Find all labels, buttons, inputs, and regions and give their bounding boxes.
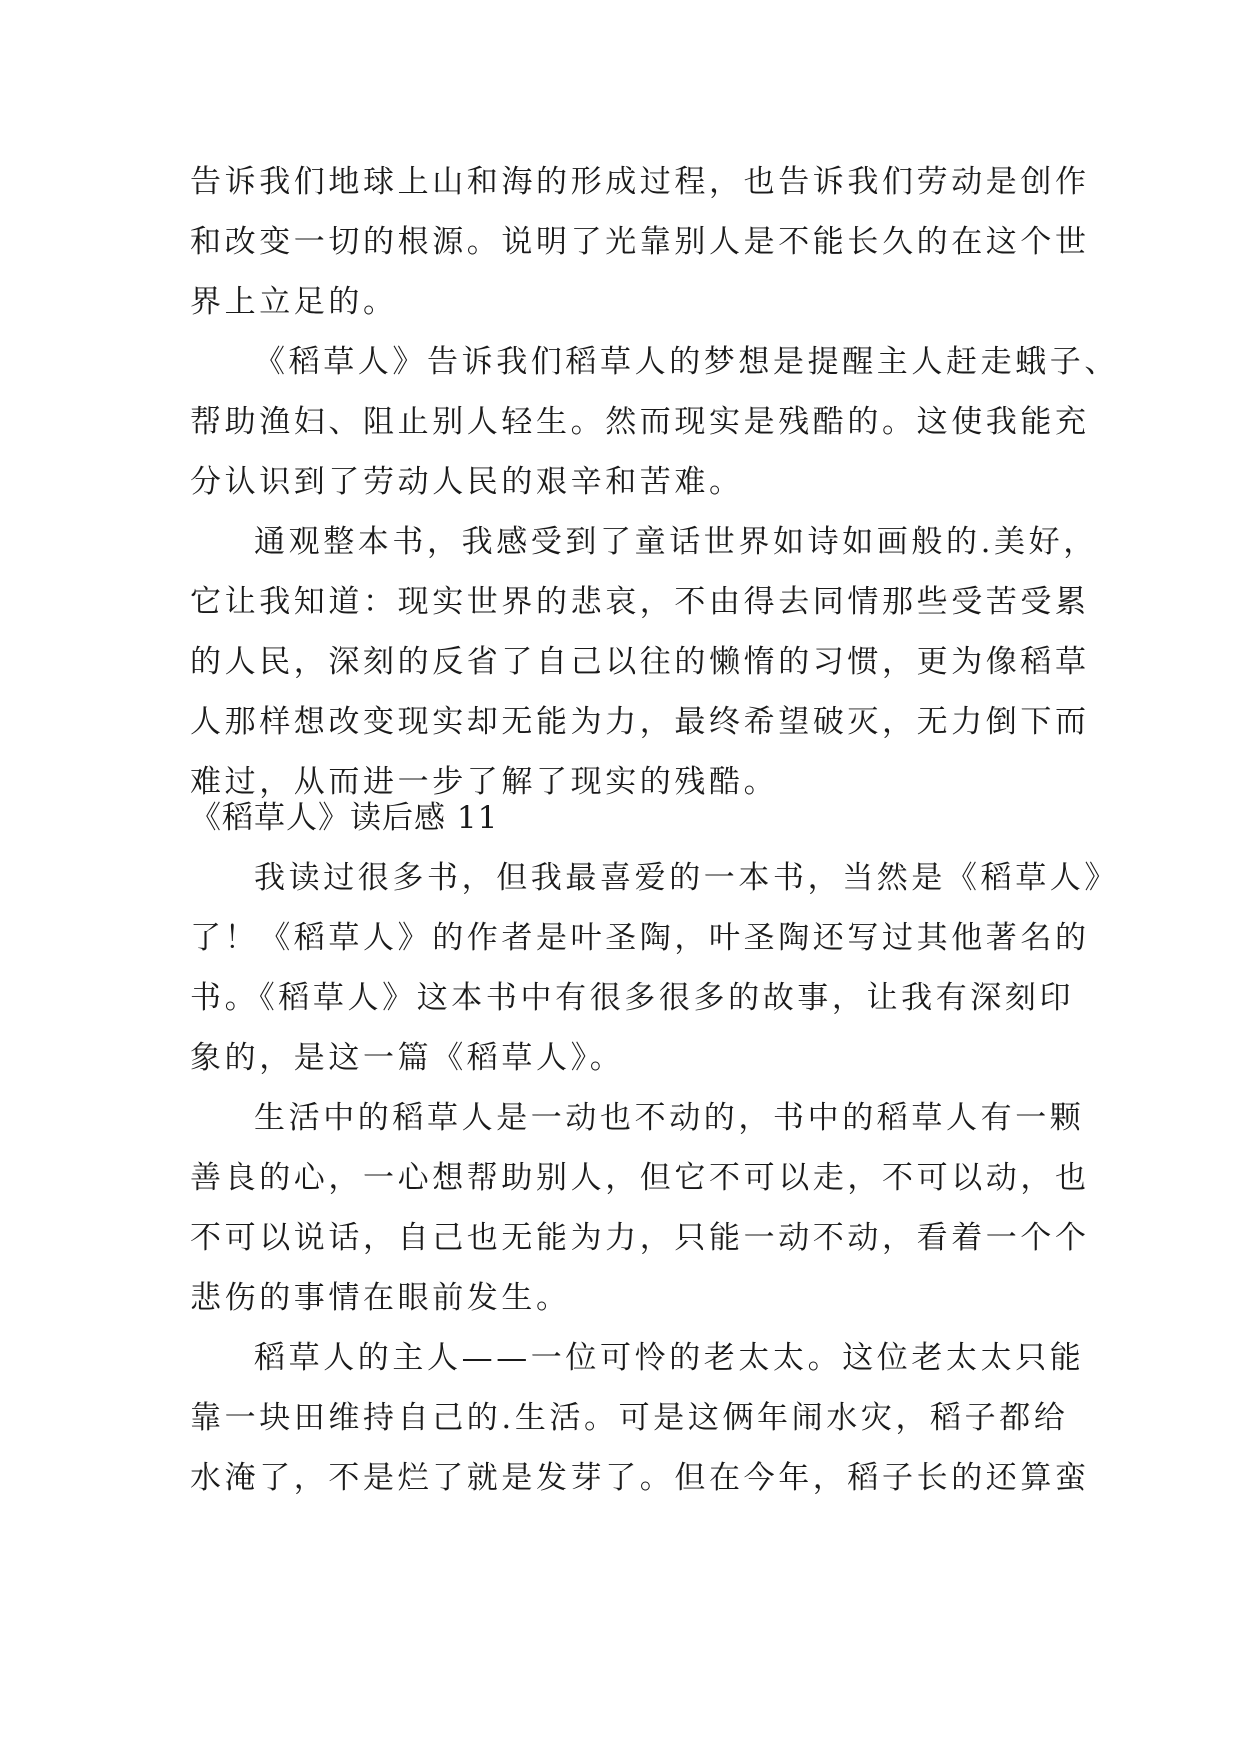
section-heading: 《稻草人》读后感 11: [190, 800, 499, 836]
text-line: 我读过很多书，但我最喜爱的一本书，当然是《稻草人》: [254, 860, 1119, 896]
text-line: 悲伤的事情在眼前发生。: [190, 1280, 571, 1316]
text-line: 稻草人的主人——一位可怜的老太太。这位老太太只能: [254, 1340, 1085, 1376]
body-text-part-2: [190, 788, 1119, 1508]
paragraph: [190, 332, 1119, 512]
paragraph: [190, 512, 1098, 812]
text-line: 《稻草人》告诉我们稻草人的梦想是提醒主人赶走蛾子、: [254, 344, 1119, 380]
text-line: 帮助渔妇、阻止别人轻生。然而现实是残酷的。这使我能充: [190, 404, 1090, 440]
text-line: 生活中的稻草人是一动也不动的，书中的稻草人有一颗: [254, 1100, 1085, 1136]
text-line: 书。《稻草人》这本书中有很多很多的故事，让我有深刻印: [190, 980, 1075, 1016]
text-line: 它让我知道：现实世界的悲哀，不由得去同情那些受苦受累: [190, 584, 1090, 620]
text-line: 象的，是这一篇《稻草人》。: [190, 1040, 625, 1076]
paragraph: [190, 1328, 1090, 1508]
text-line: 靠一块田维持自己的.生活。可是这俩年闹水灾，稻子都给: [190, 1400, 1069, 1436]
text-line: 的人民，深刻的反省了自己以往的懒惰的习惯，更为像稻草: [190, 644, 1090, 680]
text-line: 水淹了，不是烂了就是发芽了。但在今年，稻子长的还算蛮: [190, 1460, 1090, 1496]
text-line: 不可以说话，自己也无能为力，只能一动不动，看着一个个: [190, 1220, 1090, 1256]
text-line: 分认识到了劳动人民的艰辛和苦难。: [190, 464, 744, 500]
paragraph: [190, 1088, 1090, 1328]
text-line: 通观整本书，我感受到了童话世界如诗如画般的.美好，: [254, 524, 1098, 560]
text-line: 了！《稻草人》的作者是叶圣陶，叶圣陶还写过其他著名的: [190, 920, 1090, 956]
text-line: 善良的心，一心想帮助别人，但它不可以走，不可以动，也: [190, 1160, 1090, 1196]
text-line: 告诉我们地球上山和海的形成过程，也告诉我们劳动是创作: [190, 164, 1090, 200]
text-line: 人那样想改变现实却无能为力，最终希望破灭，无力倒下而: [190, 704, 1090, 740]
body-text-part-1: [190, 152, 1119, 812]
paragraph: [190, 848, 1119, 1088]
text-line: 界上立足的。: [190, 284, 398, 320]
text-line: 和改变一切的根源。说明了光靠别人是不能长久的在这个世: [190, 224, 1090, 260]
text-line: 难过，从而进一步了解了现实的残酷。: [190, 764, 779, 800]
paragraph: [190, 152, 1090, 332]
